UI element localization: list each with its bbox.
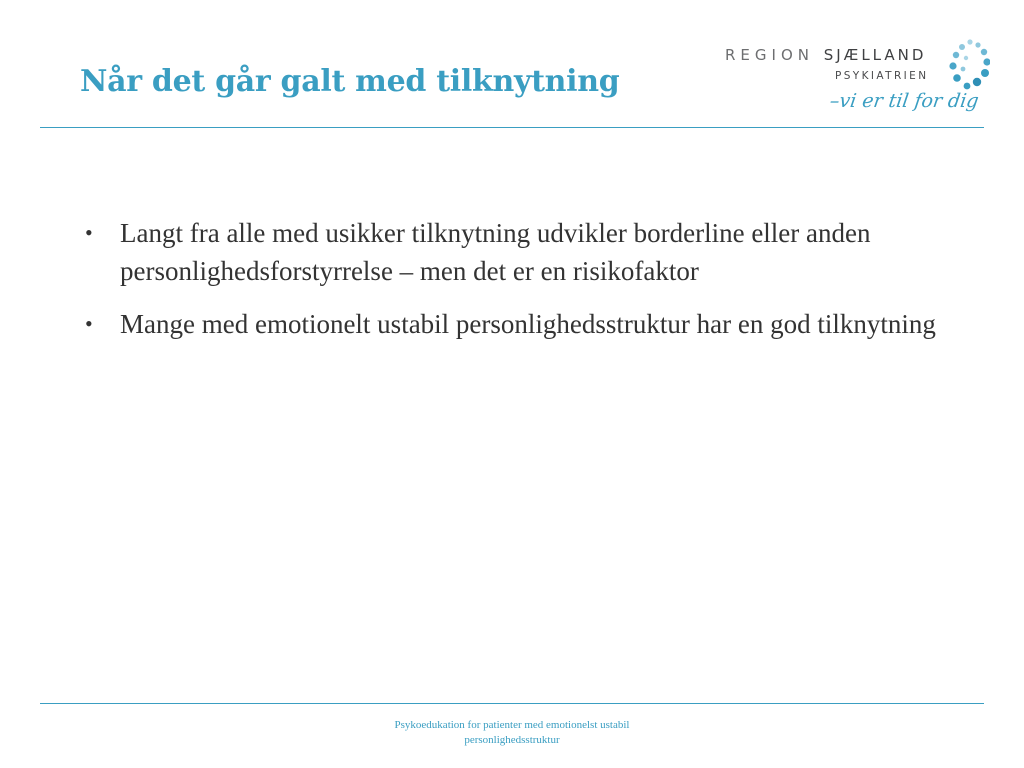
logo-sjaelland-text: SJÆLLAND [823, 46, 927, 64]
slide-footer [312, 718, 712, 748]
region-sjaelland-logo [720, 38, 990, 128]
logo-dots-icon [948, 38, 990, 94]
slide-title: Når det går galt med tilknytning [80, 64, 620, 99]
footer-line-1: Psykoedukation for patienter med emotionelst ustabil [394, 719, 630, 731]
bullet-item [80, 305, 1000, 343]
bullet-item [80, 214, 1000, 290]
footer-line-2: personlighedsstruktur [464, 734, 560, 746]
bullet-text: Langt fra alle med usikker tilknytning udvikler borderline eller anden personlighedsforstyrrelse – men det er en risikofaktor [120, 218, 871, 286]
logo-region-text: REGION [725, 46, 814, 64]
bullet-marker: • [85, 311, 93, 336]
bullet-list [80, 214, 1000, 358]
title-divider [40, 127, 984, 128]
bullet-marker: • [85, 220, 93, 245]
logo-wordmark [725, 46, 926, 64]
bullet-text: Mange med emotionelt ustabil personlighedsstruktur har en god tilknytning [120, 309, 936, 339]
logo-slogan-text: –vi er til for dig [828, 90, 981, 112]
logo-psykiatrien-text: PSYKIATRIEN [835, 70, 929, 82]
footer-divider [40, 703, 984, 704]
